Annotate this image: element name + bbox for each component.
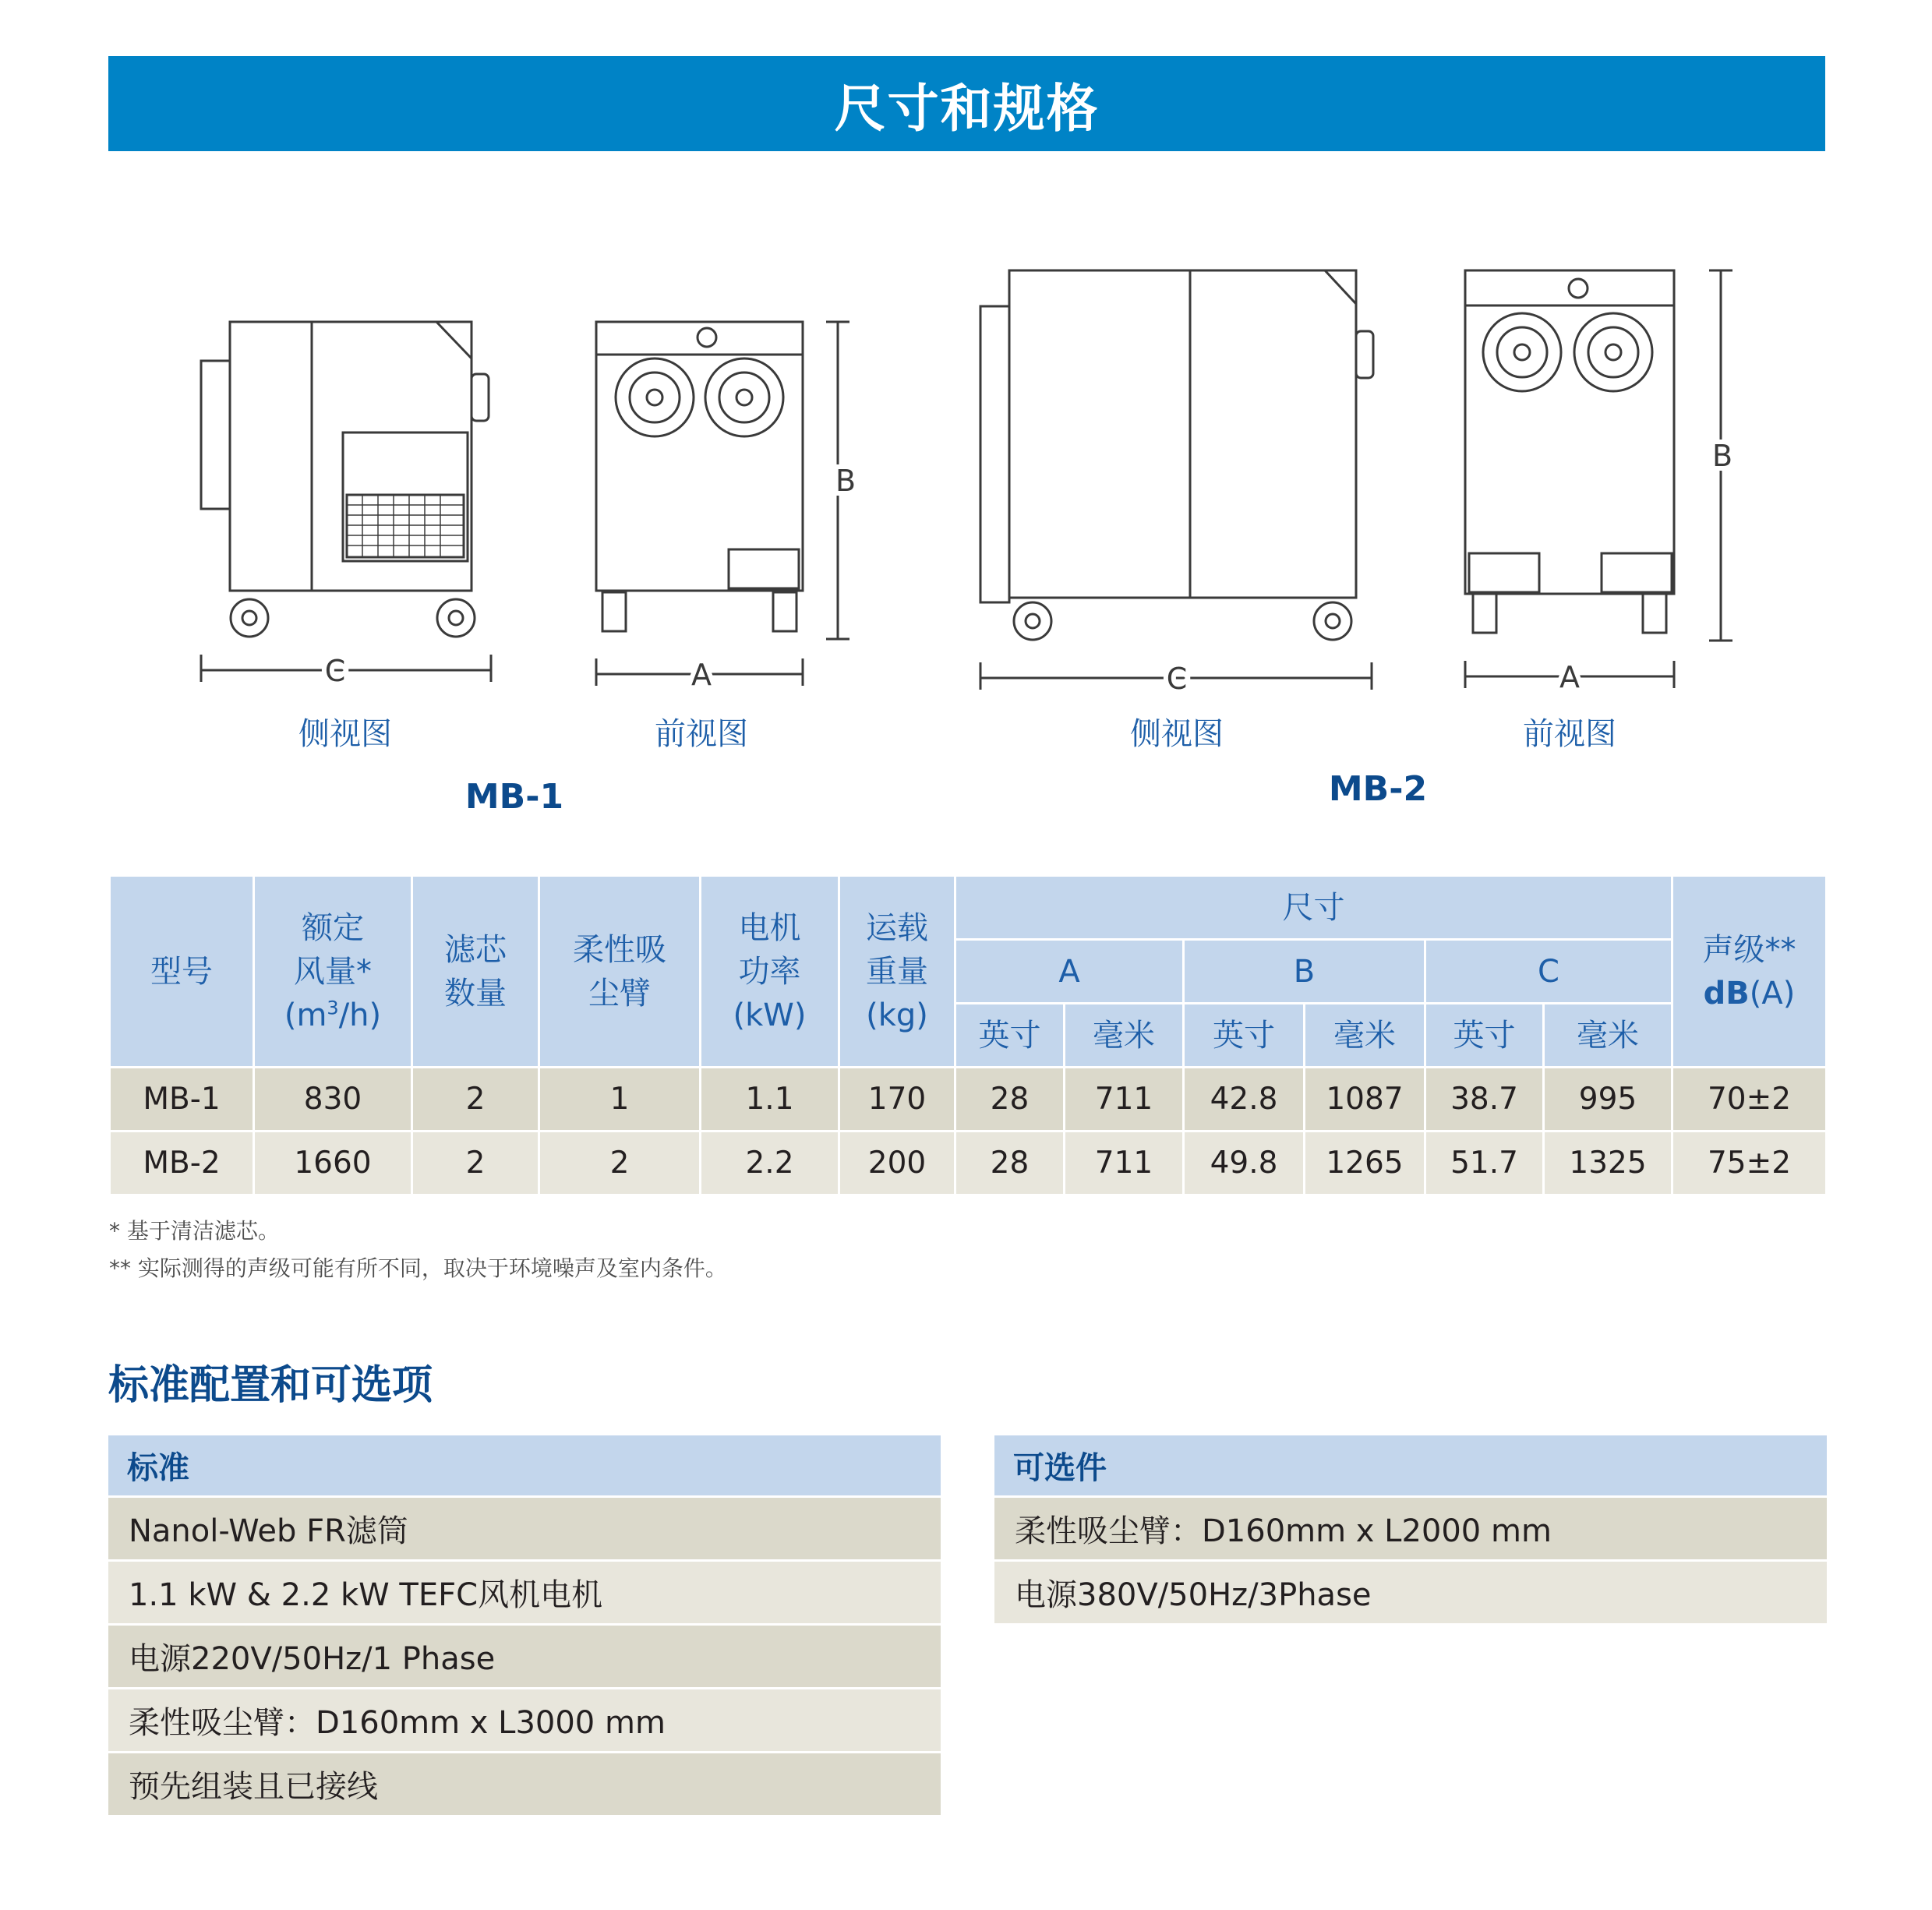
mb1-dim-c-label: C [324,654,346,688]
mb1-dim-b-label: B [835,464,857,498]
footnote-sound: ** 实际测得的声级可能有所不同，取决于环境噪声及室内条件。 [109,1255,727,1281]
header-sound: 声级** dB(A) [1672,876,1827,1068]
mb2-front-view-label: 前视图 [1523,716,1616,752]
header-dim-b: B [1184,940,1425,1004]
cell-b-mm: 1265 [1305,1132,1425,1195]
mb1-front-view-drawing [596,322,849,686]
cell-sound: 75±2 [1672,1132,1827,1195]
list-item: 柔性吸尘臂：D160mm x L2000 mm [994,1498,1827,1562]
cell-filters: 2 [412,1068,539,1132]
header-weight: 运载 重量 (kg) [839,876,955,1068]
cell-c-mm: 1325 [1544,1132,1672,1195]
cell-airflow: 830 [254,1068,412,1132]
header-size: 尺寸 [955,876,1672,940]
mb1-model-label: MB-1 [464,777,564,817]
table-row [110,1068,1827,1132]
cell-filters: 2 [412,1132,539,1195]
cell-arms: 1 [539,1068,701,1132]
list-item: 电源380V/50Hz/3Phase [994,1562,1827,1626]
header-dim-c: C [1425,940,1672,1004]
cell-weight: 200 [839,1132,955,1195]
cell-weight: 170 [839,1068,955,1132]
header-motor: 电机 功率 (kW) [701,876,839,1068]
header-airflow: 额定 风量* $(m^3/h)$ [254,876,412,1068]
mb1-side-view-drawing [201,322,491,682]
page-title: 尺寸和规格 [834,78,1100,139]
header-b-mm: 毫米 [1305,1004,1425,1068]
cell-model: MB-1 [110,1068,254,1132]
header-c-inch: 英寸 [1425,1004,1544,1068]
table-row [110,1132,1827,1195]
cell-c-inch: 38.7 [1425,1068,1544,1132]
cell-airflow: 1660 [254,1132,412,1195]
cell-a-inch: 28 [955,1132,1065,1195]
mb1-front-view-label: 前视图 [655,716,748,752]
options-section-title: 标准配置和可选项 [108,1362,433,1409]
footnote-airflow: * 基于清洁滤芯。 [109,1218,280,1244]
header-filters: 滤芯 数量 [412,876,539,1068]
standard-config-list [108,1435,941,1817]
mb2-model-label: MB-2 [1328,769,1428,809]
header-b-inch: 英寸 [1184,1004,1305,1068]
cell-a-inch: 28 [955,1068,1065,1132]
header-a-inch: 英寸 [955,1004,1065,1068]
spec-table [108,874,1828,1196]
cell-sound: 70±2 [1672,1068,1827,1132]
mb1-side-view-label: 侧视图 [298,716,392,752]
optional-header: 可选件 [994,1435,1827,1498]
mb2-dim-b-label: B [1711,439,1733,473]
mb2-side-view-label: 侧视图 [1130,716,1224,752]
cell-b-inch: 42.8 [1184,1068,1305,1132]
cell-a-mm: 711 [1065,1068,1184,1132]
dimension-drawings [0,0,1932,857]
cell-c-mm: 995 [1544,1068,1672,1132]
mb2-side-view-drawing [980,270,1373,690]
cell-model: MB-2 [110,1132,254,1195]
list-item: 电源220V/50Hz/1 Phase [108,1626,941,1689]
cell-c-inch: 51.7 [1425,1132,1544,1195]
cell-motor: 1.1 [701,1068,839,1132]
standard-header: 标准 [108,1435,941,1498]
cell-a-mm: 711 [1065,1132,1184,1195]
list-item: 1.1 kW & 2.2 kW TEFC风机电机 [108,1562,941,1626]
cell-b-inch: 49.8 [1184,1132,1305,1195]
header-model: 型号 [110,876,254,1068]
header-arms: 柔性吸 尘臂 [539,876,701,1068]
header-c-mm: 毫米 [1544,1004,1672,1068]
cell-motor: 2.2 [701,1132,839,1195]
list-item: Nanol-Web FR滤筒 [108,1498,941,1562]
cell-b-mm: 1087 [1305,1068,1425,1132]
mb2-front-view-drawing [1465,270,1732,688]
mb2-dim-a-label: A [1559,660,1580,694]
list-item: 预先组装且已接线 [108,1753,941,1817]
header-a-mm: 毫米 [1065,1004,1184,1068]
cell-arms: 2 [539,1132,701,1195]
mb2-dim-c-label: C [1166,662,1188,696]
list-item: 柔性吸尘臂：D160mm x L3000 mm [108,1689,941,1753]
mb1-dim-a-label: A [691,658,712,692]
optional-config-list [994,1435,1827,1626]
header-dim-a: A [955,940,1184,1004]
